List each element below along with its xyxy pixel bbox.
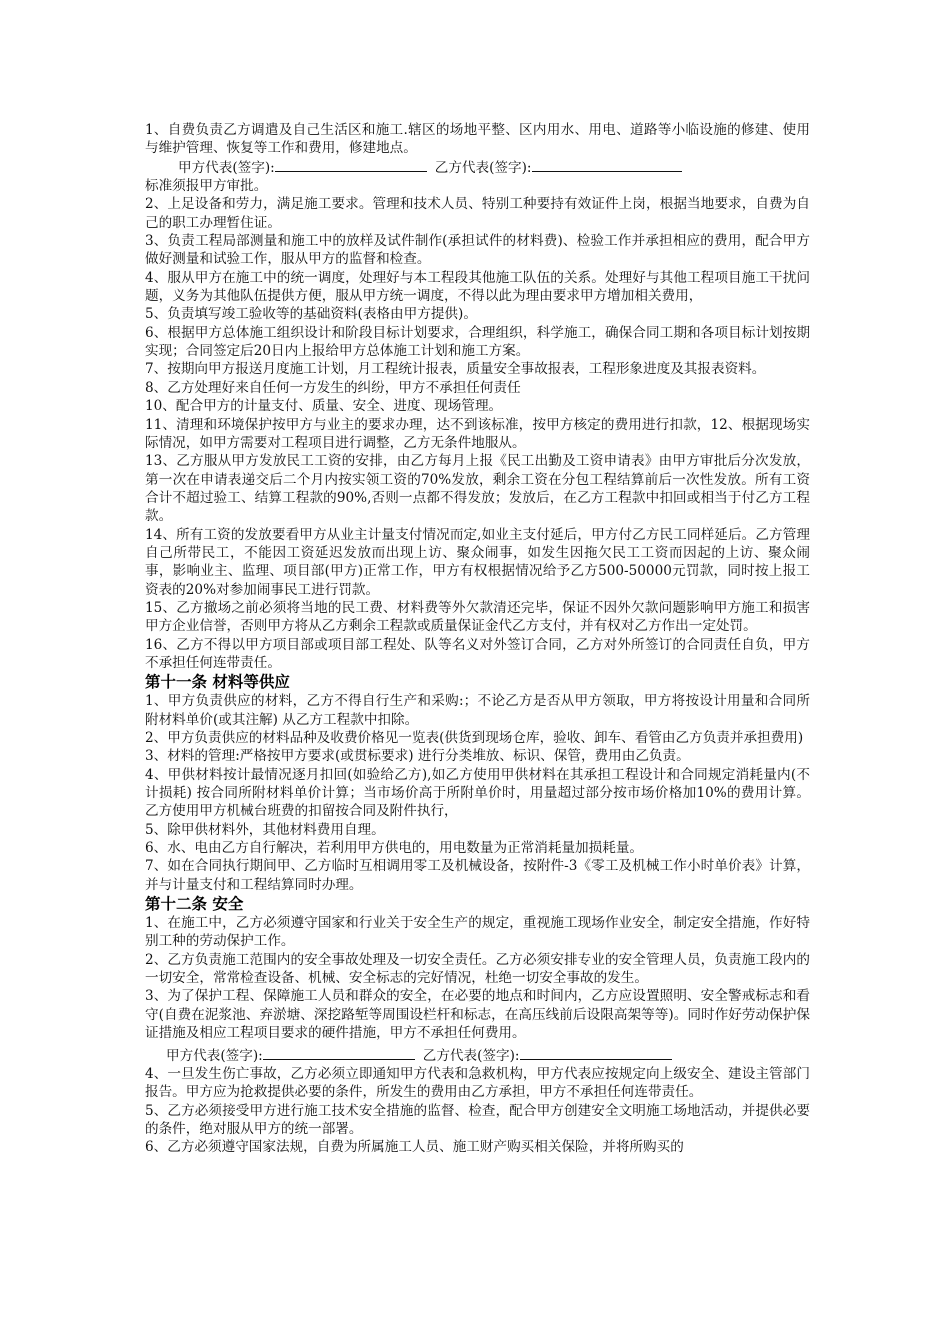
section-12-items	[145, 914, 810, 1042]
clause-item: 15、乙方撤场之前必须将当地的民工费、材料费等外欠款清还完毕，保证不因外欠款问题影响甲方施工和损害甲方企业信誉，否则甲方将从乙方剩余工程款或质量保证金代乙方支付，并有权对乙方作出一定处罚。	[145, 599, 810, 635]
clause-item: 11、清理和环境保护按甲方与业主的要求办理，达不到该标准，按甲方核定的费用进行扣款，12、根据现场实际情况，如甲方需要对工程项目进行调整，乙方无条件地服从。	[145, 416, 810, 451]
clause-item: 3、为了保护工程、保障施工人员和群众的安全，在必要的地点和时间内，乙方应设置照明、安全警戒标志和看守(自费在泥浆池、弃淤塘、深挖路堑等周围设栏杆和标志，在高压线前后设限高架等等)。同时作好劳动保护保证措施及相应工程项目要求的硬件措施，甲方不承担任何费用。	[145, 988, 810, 1042]
clause-item: 16、乙方不得以甲方项目部或项目部工程处、队等名义对外签订合同，乙方对外所签订的合同责任自负，甲方不承担任何连带责任。	[145, 636, 810, 671]
party-b-signature-label: 乙方代表(签字):	[434, 159, 532, 176]
clause-item: 5、乙方必须接受甲方进行施工技术安全措施的监督、检查，配合甲方创建安全文明施工场地活动，并提供必要的条件，绝对服从甲方的统一部署。	[145, 1102, 810, 1137]
clause-item: 8、乙方处理好来自任何一方发生的纠纷，甲方不承担任何责任	[145, 379, 521, 396]
party-a-signature-blank	[263, 1046, 415, 1060]
clause-item: 2、上足设备和劳力，满足施工要求。管理和技术人员、特别工种要持有效证件上岗，根据当地要求，自费为自己的职工办理暂住证。	[145, 196, 810, 231]
clause-item: 6、水、电由乙方自行解决，若利用甲方供电的，用电数量为正常消耗量加损耗量。	[145, 840, 644, 857]
top-paragraphs	[145, 121, 810, 158]
clause-item: 标准须报甲方审批。	[145, 178, 268, 195]
clause-item: 3、材料的管理:严格按甲方要求(或贯标要求) 进行分类堆放、标识、保管，费用由乙负责。	[145, 748, 690, 765]
clause-item: 6、乙方必须遵守国家法规，自费为所属施工人员、施工财产购买相关保险，并将所购买的	[145, 1139, 684, 1156]
clause-item: 14、所有工资的发放要看甲方从业主计量支付情况而定,如业主支付延后，甲方付乙方民工同样延后。乙方管理自己所带民工，不能因工资延迟发放而出现上访、聚众闹事，如发生因拖欠民工工资而因起的上访、聚众闹事，影响业主、监理、项目部(甲方)正常工作，甲方有权根据情况给予乙方500-50000元罚款，同时按上报工资表的20%对参加闹事民工进行罚款。	[145, 526, 810, 598]
clause-item: 2、乙方负责施工范围内的安全事故处理及一切安全责任。乙方必须安排专业的安全管理人员，负责施工段内的一切安全，常常检查设备、机械、安全标志的完好情况，杜绝一切安全事故的发生。	[145, 951, 810, 987]
clause-item: 5、除甲供材料外，其他材料费用自理。	[145, 821, 385, 838]
clause-item: 6、根据甲方总体施工组织设计和阶段目标计划要求，合理组织，科学施工，确保合同工期和各项目标计划按期实现；合同签定后20日内上报给甲方总体施工计划和施工方案。	[145, 324, 810, 360]
party-a-signature-label: 甲方代表(签字):	[166, 1047, 263, 1064]
signature-line-2	[145, 1046, 810, 1065]
clause-item: 4、一旦发生伤亡事故，乙方必须立即通知甲方代表和急救机构，甲方代表应按规定向上级安全、建设主管部门报告。甲方应为抢救提供必要的条件，所发生的费用由乙方承担，甲方不承担任何连带责任。	[145, 1065, 810, 1101]
party-b-signature-label: 乙方代表(签字):	[422, 1047, 520, 1064]
party-b-signature-blank	[532, 158, 682, 172]
clause-item: 1、甲方负责供应的材料，乙方不得自行生产和采购:；不论乙方是否从甲方领取，甲方将按设计用量和合同所附材料单价(或其注解) 从乙方工程款中扣除。	[145, 693, 810, 728]
clause-item: 10、配合甲方的计量支付、质量、安全、进度、现场管理。	[145, 398, 503, 415]
clause-item: 1、在施工中，乙方必须遵守国家和行业关于安全生产的规定，重视施工现场作业安全，制定安全措施，作好特别工种的劳动保护工作。	[145, 915, 810, 950]
party-a-signature-blank	[275, 158, 427, 172]
clause-item: 5、负责填写竣工验收等的基础资料(表格由甲方提供)。	[145, 306, 477, 323]
party-a-signature-label: 甲方代表(签字):	[178, 159, 275, 176]
section-11-items	[145, 692, 810, 894]
clause-item: 3、负责工程局部测量和施工中的放样及试件制作(承担试件的材料费)、检验工作并承担相应的费用，配合甲方做好测量和试验工作，服从甲方的监督和检查。	[145, 233, 810, 268]
clause-item: 7、按期向甲方报送月度施工计划，月工程统计报表，质量安全事故报表，工程形象进度及其报表资料。	[145, 361, 766, 378]
section-11-heading: 第十一条 材料等供应	[145, 673, 290, 692]
signature-line-1	[145, 158, 810, 177]
party-b-signature-blank	[520, 1046, 672, 1060]
section-12-items-continued	[145, 1065, 810, 1157]
contract-page	[145, 121, 810, 1157]
section-12-heading: 第十二条 安全	[145, 895, 244, 914]
section-10-items	[145, 177, 810, 672]
clause-item: 4、甲供材料按计最情况逐月扣回(如验给乙方),如乙方使用甲供材料在其承担工程设计和合同规定消耗量内(不计损耗) 按合同所附材料单价计算；当市场价高于所附单价时，用量超过部分按市场价格加10%的费用计算。乙方使用甲方机械台班费的扣留按合同及附件执行，	[145, 766, 810, 820]
paragraph: 1、自费负责乙方调遣及自己生活区和施工.辖区的场地平整、区内用水、用电、道路等小临设施的修建、使用与维护管理、恢复等工作和费用，修建地点。	[145, 122, 810, 157]
clause-item: 7、如在合同执行期间甲、乙方临时互相调用零工及机械设备，按附件-3《零工及机械工作小时单价表》计算，并与计量支付和工程结算同时办理。	[145, 858, 810, 893]
clause-item: 13、乙方服从甲方发放民工工资的安排，由乙方每月上报《民工出勤及工资申请表》由甲方审批后分次发放，第一次在申请表递交后二个月内按实领工资的70%发放，剩余工资在分包工程结算前后一次性发放。所有工资合计不超过验工、结算工程款的90%,否则一点都不得发放；发放后，在乙方工程款中扣回或相当于付乙方工程款。	[145, 453, 810, 525]
clause-item: 2、甲方负责供应的材料品种及收费价格见一览表(供货到现场仓库，验收、卸车、看管由乙方负责并承担费用)	[145, 730, 804, 746]
clause-item: 4、服从甲方在施工中的统一调度，处理好与本工程段其他施工队伍的关系。处理好与其他工程项目施工干扰问题，义务为其他队伍提供方便，服从甲方统一调度，不得以此为理由要求甲方增加相关费用，	[145, 269, 810, 305]
